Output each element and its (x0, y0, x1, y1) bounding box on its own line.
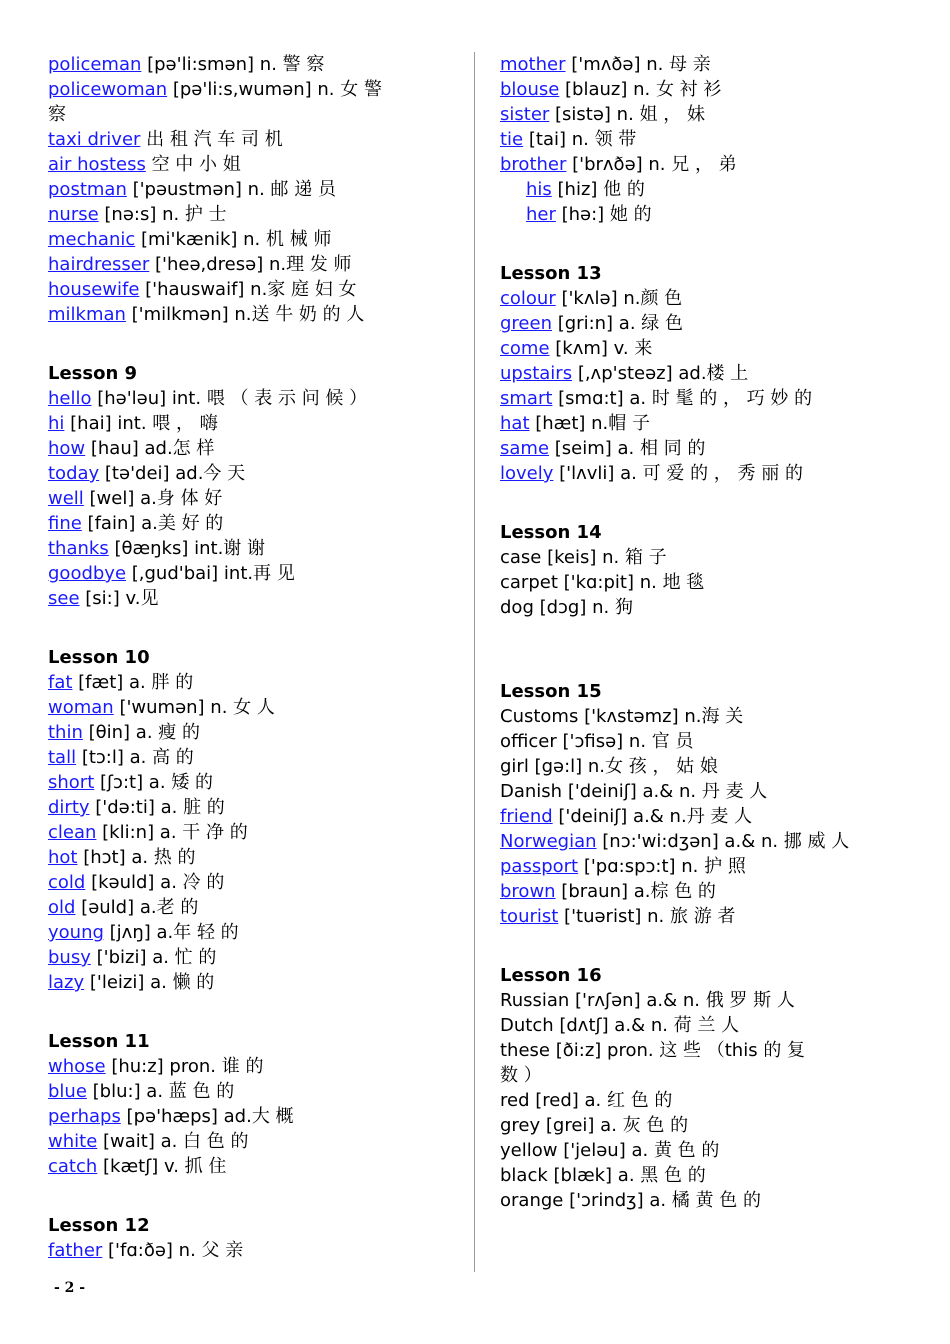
vocab-entry-housewife (48, 277, 428, 302)
page-number: - 2 - (54, 1280, 86, 1296)
vocab-entry-red (500, 1088, 910, 1113)
vocab-word-link[interactable]: brother (500, 154, 567, 175)
vocab-definition: [keis] n. 箱 子 (541, 547, 667, 568)
vocab-entry-mechanic (48, 227, 428, 252)
vocab-word-link[interactable]: whose (48, 1056, 106, 1077)
vocab-definition: [wel] a.身 体 好 (83, 488, 223, 509)
vocab-definition: ['fɑ:ðə] n. 父 亲 (102, 1240, 244, 1261)
vocab-definition: ['bizi] a. 忙 的 (90, 947, 217, 968)
vocab-definition: [pə'hæps] ad.大 概 (120, 1106, 294, 1127)
vocab-entry-taxi-driver (48, 127, 428, 152)
vocab-entry-danish (500, 779, 910, 804)
vocab-definition: ['hauswaif] n.家 庭 妇 女 (139, 279, 357, 300)
section-spacer (500, 227, 910, 261)
continuation-line: 察 (48, 104, 66, 125)
vocab-word-link[interactable]: mechanic (48, 229, 136, 250)
vocab-definition: ['leizi] a. 懒 的 (84, 972, 215, 993)
vocab-definition: [pə'li:smən] n. 警 察 (141, 54, 325, 75)
vocab-word: these (500, 1040, 550, 1061)
vocab-definition: [tɔ:l] a. 高 的 (76, 747, 194, 768)
vocab-entry-white (48, 1129, 428, 1154)
vocab-entry-same (500, 436, 910, 461)
vocab-word: Danish (500, 781, 563, 802)
vocab-definition: ['tuərist] n. 旅 游 者 (558, 906, 736, 927)
vocab-entry-hat (500, 411, 910, 436)
vocab-entry-case (500, 545, 910, 570)
vocab-word-link[interactable]: catch (48, 1156, 98, 1177)
vocab-word-link[interactable]: same (500, 438, 550, 459)
vocab-definition: ['lʌvli] a. 可 爱 的 ， 秀 丽 的 (553, 463, 803, 484)
vocab-definition: [seim] a. 相 同 的 (549, 438, 706, 459)
vocab-word-link[interactable]: his (526, 179, 552, 200)
vocab-entry-tall (48, 745, 428, 770)
vocab-word-link[interactable]: come (500, 338, 550, 359)
vocab-word: yellow (500, 1140, 558, 1161)
lesson-heading: Lesson 9 (48, 363, 138, 384)
vocab-word-link[interactable]: short (48, 772, 95, 793)
vocab-definition: [hə'ləu] int. 喂 （ 表 示 问 候 ） (91, 388, 368, 409)
section-spacer (500, 620, 910, 679)
vocab-entry-nurse (48, 202, 428, 227)
column-divider (474, 52, 475, 1272)
vocab-entry-whose (48, 1054, 428, 1079)
vocab-definition: [smɑ:t] a. 时 髦 的 ， 巧 妙 的 (552, 388, 813, 409)
vocab-entry-father (48, 1238, 428, 1263)
vocab-word-link[interactable]: how (48, 438, 86, 459)
vocab-entry-see (48, 586, 428, 611)
vocab-word-link[interactable]: father (48, 1240, 103, 1261)
vocab-definition: [red] a. 红 色 的 (529, 1090, 673, 1111)
vocab-word-link[interactable]: policewoman (48, 79, 168, 100)
vocab-entry-milkman (48, 302, 428, 327)
vocab-entry-blue (48, 1079, 428, 1104)
vocab-definition: 空 中 小 姐 (145, 154, 241, 175)
vocab-word: Russian (500, 990, 570, 1011)
vocab-definition: ['ɔrindʒ] a. 橘 黄 色 的 (563, 1190, 761, 1211)
vocab-definition: [pə'li:s,wumən] n. 女 警 (167, 79, 382, 100)
vocab-entry-blouse (500, 77, 910, 102)
lesson-heading: Lesson 15 (500, 681, 602, 702)
vocab-entry-orange (500, 1188, 910, 1213)
vocab-word-link[interactable]: hi (48, 413, 65, 434)
vocab-word-link[interactable]: old (48, 897, 76, 918)
vocab-entry-sister (500, 102, 910, 127)
vocab-word-link[interactable]: smart (500, 388, 553, 409)
vocab-word-link[interactable]: Norwegian (500, 831, 597, 852)
vocab-word-link[interactable]: clean (48, 822, 97, 843)
vocab-definition: [kli:n] a. 干 净 的 (96, 822, 248, 843)
vocab-entry-carpet (500, 570, 910, 595)
vocab-word-link[interactable]: busy (48, 947, 91, 968)
vocab-definition: [hai] int. 喂 ， 嗨 (64, 413, 218, 434)
vocab-entry-air-hostess (48, 152, 428, 177)
section-spacer (500, 929, 910, 963)
vocab-entry-thin (48, 720, 428, 745)
vocab-word: case (500, 547, 542, 568)
vocab-entry-friend (500, 804, 910, 829)
vocab-word-link[interactable]: hat (500, 413, 530, 434)
vocab-word-link[interactable]: dirty (48, 797, 90, 818)
vocab-definition: [hiz] 他 的 (551, 179, 645, 200)
vocab-definition: [gə:l] n.女 孩 ， 姑 娘 (528, 756, 718, 777)
left-column (48, 52, 428, 1263)
lesson-heading: Lesson 13 (500, 263, 602, 284)
vocab-entry-come (500, 336, 910, 361)
vocab-word: girl (500, 756, 529, 777)
vocab-entry-green (500, 311, 910, 336)
vocab-entry-hairdresser (48, 252, 428, 277)
vocab-definition: [ʃɔ:t] a. 矮 的 (94, 772, 214, 793)
vocab-definition: [,ʌp'steəz] ad.楼 上 (572, 363, 749, 384)
vocab-word-link[interactable]: sister (500, 104, 550, 125)
vocab-entry-catch (48, 1154, 428, 1179)
vocab-word-link[interactable]: goodbye (48, 563, 127, 584)
vocab-entry-old (48, 895, 428, 920)
vocab-entry-grey (500, 1113, 910, 1138)
section-spacer (500, 486, 910, 520)
vocab-definition: [hə:] 她 的 (555, 204, 652, 225)
vocab-word-link[interactable]: her (526, 204, 556, 225)
vocab-word-link[interactable]: blue (48, 1081, 87, 1102)
vocab-definition: [hau] ad.怎 样 (85, 438, 215, 459)
vocab-definition: [,gud'bai] int.再 见 (126, 563, 295, 584)
vocab-entry-hi (48, 411, 428, 436)
vocab-word-link[interactable]: lazy (48, 972, 85, 993)
vocab-entry-hot (48, 845, 428, 870)
vocab-definition: ['kʌstəmz] n.海 关 (578, 706, 744, 727)
vocab-definition: [fain] a.美 好 的 (81, 513, 224, 534)
vocab-word-link[interactable]: thin (48, 722, 83, 743)
lesson-heading: Lesson 10 (48, 647, 150, 668)
vocab-entry-tie (500, 127, 910, 152)
vocab-word: red (500, 1090, 530, 1111)
vocab-word-link[interactable]: young (48, 922, 104, 943)
vocab-word-link[interactable]: air hostess (48, 154, 146, 175)
vocab-word: black (500, 1165, 548, 1186)
vocab-entry-thanks (48, 536, 428, 561)
vocab-definition: [hɔt] a. 热 的 (77, 847, 196, 868)
vocab-definition: [mi'kænik] n. 机 械 师 (135, 229, 332, 250)
vocab-entry-tourist (500, 904, 910, 929)
vocab-word-link[interactable]: fine (48, 513, 82, 534)
vocab-entry-cold (48, 870, 428, 895)
vocab-entry-mother (500, 52, 910, 77)
vocab-word-link[interactable]: taxi driver (48, 129, 141, 150)
vocab-definition: ['deiniʃ] a.& n. 丹 麦 人 (562, 781, 768, 802)
vocab-entry-how (48, 436, 428, 461)
vocab-definition: [hæt] n.帽 子 (529, 413, 650, 434)
vocab-entry-perhaps (48, 1104, 428, 1129)
vocab-entry-dutch (500, 1013, 910, 1038)
vocab-definition: [nə:s] n. 护 士 (98, 204, 227, 225)
vocab-definition: ['deiniʃ] a.& n.丹 麦 人 (552, 806, 753, 827)
vocab-word: orange (500, 1190, 564, 1211)
vocab-word-link[interactable]: thanks (48, 538, 109, 559)
vocab-entry-customs (500, 704, 910, 729)
vocab-definition: [tai] n. 领 带 (523, 129, 637, 150)
vocab-word: Dutch (500, 1015, 554, 1036)
vocab-definition: ['jeləu] a. 黄 色 的 (557, 1140, 720, 1161)
vocab-word-link[interactable]: woman (48, 697, 114, 718)
vocab-word-link[interactable]: postman (48, 179, 127, 200)
vocab-word-link[interactable]: tie (500, 129, 524, 150)
vocab-definition: [kʌm] v. 来 (549, 338, 653, 359)
vocab-entry-lazy (48, 970, 428, 995)
vocab-entry-girl (500, 754, 910, 779)
vocab-entry-lovely (500, 461, 910, 486)
vocab-word: Customs (500, 706, 579, 727)
vocab-entry-her (500, 202, 910, 227)
vocab-entry-norwegian (500, 829, 910, 854)
vocab-word-link[interactable]: fat (48, 672, 73, 693)
vocab-entry-young (48, 920, 428, 945)
vocab-definition: ['wumən] n. 女 人 (113, 697, 275, 718)
vocab-entry-goodbye (48, 561, 428, 586)
vocab-definition: ['heə,dresə] n.理 发 师 (149, 254, 352, 275)
vocab-definition: [braun] a.棕 色 的 (555, 881, 716, 902)
vocab-entry-colour (500, 286, 910, 311)
vocab-definition: ['milkmən] n.送 牛 奶 的 人 (125, 304, 365, 325)
vocab-word-link[interactable]: perhaps (48, 1106, 121, 1127)
vocab-definition: [blu:] a. 蓝 色 的 (86, 1081, 235, 1102)
vocab-word-link[interactable]: hello (48, 388, 92, 409)
vocab-definition: [hu:z] pron. 谁 的 (105, 1056, 264, 1077)
vocab-word-link[interactable]: hairdresser (48, 254, 150, 275)
vocab-definition: 出 租 汽 车 司 机 (140, 129, 283, 150)
vocab-word: officer (500, 731, 557, 752)
vocab-word: grey (500, 1115, 541, 1136)
vocab-entry-today (48, 461, 428, 486)
vocab-entry-passport (500, 854, 910, 879)
vocab-entry-brother (500, 152, 910, 177)
vocab-word-link[interactable]: nurse (48, 204, 99, 225)
vocab-definition: [wait] a. 白 色 的 (97, 1131, 249, 1152)
vocab-definition: [blauz] n. 女 衬 衫 (559, 79, 722, 100)
vocab-definition: ['kʌlə] n.颜 色 (555, 288, 683, 309)
section-spacer (48, 611, 428, 645)
vocab-definition: [əuld] a.老 的 (75, 897, 199, 918)
vocab-definition: [grei] a. 灰 色 的 (540, 1115, 689, 1136)
vocab-entry-fat (48, 670, 428, 695)
vocab-word-link[interactable]: blouse (500, 79, 560, 100)
vocab-entry-brown (500, 879, 910, 904)
vocab-definition: [jʌŋ] a.年 轻 的 (103, 922, 239, 943)
vocab-word-link[interactable]: white (48, 1131, 98, 1152)
continuation-line: 数 ） (500, 1065, 542, 1086)
vocab-definition: [gri:n] a. 绿 色 (552, 313, 683, 334)
vocab-definition: [kætʃ] v. 抓 住 (97, 1156, 227, 1177)
vocab-entry-smart (500, 386, 910, 411)
vocab-definition: [tə'dei] ad.今 天 (99, 463, 246, 484)
vocab-word-link[interactable]: policeman (48, 54, 142, 75)
vocab-entry-upstairs (500, 361, 910, 386)
vocab-word-link[interactable]: colour (500, 288, 556, 309)
vocab-word-link[interactable]: tall (48, 747, 77, 768)
vocab-definition: ['rʌʃən] a.& n. 俄 罗 斯 人 (569, 990, 795, 1011)
vocab-entry-his (500, 177, 910, 202)
section-spacer (48, 327, 428, 361)
vocab-definition: [si:] v.见 (79, 588, 159, 609)
vocab-entry-black (500, 1163, 910, 1188)
vocab-entry-short (48, 770, 428, 795)
section-spacer (48, 995, 428, 1029)
vocab-entry-well (48, 486, 428, 511)
vocab-word-link[interactable]: well (48, 488, 84, 509)
vocab-definition: ['ɔfisə] n. 官 员 (556, 731, 694, 752)
section-spacer (48, 1179, 428, 1213)
vocab-definition: [nɔ:'wi:dʒən] a.& n. 挪 威 人 (596, 831, 850, 852)
vocab-word-link[interactable]: friend (500, 806, 553, 827)
vocab-entry-policewoman (48, 77, 428, 102)
vocab-entry-russian (500, 988, 910, 1013)
vocab-definition: ['pɑ:spɔ:t] n. 护 照 (578, 856, 746, 877)
vocab-word-link[interactable]: today (48, 463, 100, 484)
vocab-word-link[interactable]: see (48, 588, 80, 609)
vocab-definition: ['də:ti] a. 脏 的 (89, 797, 225, 818)
vocab-word-link[interactable]: brown (500, 881, 556, 902)
vocab-definition: [θin] a. 瘦 的 (82, 722, 200, 743)
vocab-word-link[interactable]: hot (48, 847, 78, 868)
vocab-entry-postman (48, 177, 428, 202)
vocab-definition: [dɔg] n. 狗 (533, 597, 633, 618)
vocab-definition: ['kɑ:pit] n. 地 毯 (557, 572, 705, 593)
vocab-word-link[interactable]: upstairs (500, 363, 573, 384)
vocab-word: carpet (500, 572, 558, 593)
vocab-definition: [ði:z] pron. 这 些 （this 的 复 (550, 1040, 806, 1061)
lesson-heading: Lesson 11 (48, 1031, 150, 1052)
vocab-entry-these (500, 1038, 910, 1063)
vocab-definition: ['pəustmən] n. 邮 递 员 (126, 179, 336, 200)
vocab-entry-hello (48, 386, 428, 411)
vocab-definition: [dʌtʃ] a.& n. 荷 兰 人 (553, 1015, 740, 1036)
vocab-entry-dog (500, 595, 910, 620)
vocab-word-link[interactable]: passport (500, 856, 579, 877)
vocab-entry-fine (48, 511, 428, 536)
lesson-heading: Lesson 14 (500, 522, 602, 543)
vocab-word-link[interactable]: milkman (48, 304, 126, 325)
lesson-heading: Lesson 12 (48, 1215, 150, 1236)
vocab-definition: ['brʌðə] n. 兄 ， 弟 (566, 154, 737, 175)
vocab-entry-dirty (48, 795, 428, 820)
vocab-word-link[interactable]: lovely (500, 463, 554, 484)
vocab-definition: [fæt] a. 胖 的 (72, 672, 194, 693)
vocab-entry-clean (48, 820, 428, 845)
vocab-entry-policeman (48, 52, 428, 77)
vocab-word-link[interactable]: tourist (500, 906, 559, 927)
vocab-definition: [θæŋks] int.谢 谢 (108, 538, 266, 559)
vocab-word-link[interactable]: green (500, 313, 552, 334)
vocab-word-link[interactable]: mother (500, 54, 566, 75)
vocab-word: dog (500, 597, 534, 618)
vocab-word-link[interactable]: housewife (48, 279, 140, 300)
vocab-word-link[interactable]: cold (48, 872, 86, 893)
vocab-entry-busy (48, 945, 428, 970)
vocab-definition: [sistə] n. 姐 ， 妹 (549, 104, 705, 125)
vocab-definition: [blæk] a. 黑 色 的 (547, 1165, 706, 1186)
vocab-entry-officer (500, 729, 910, 754)
vocab-definition: [kəuld] a. 冷 的 (85, 872, 225, 893)
right-column (500, 52, 910, 1213)
vocab-entry-woman (48, 695, 428, 720)
vocab-definition: ['mʌðə] n. 母 亲 (565, 54, 711, 75)
vocab-entry-yellow (500, 1138, 910, 1163)
lesson-heading: Lesson 16 (500, 965, 602, 986)
